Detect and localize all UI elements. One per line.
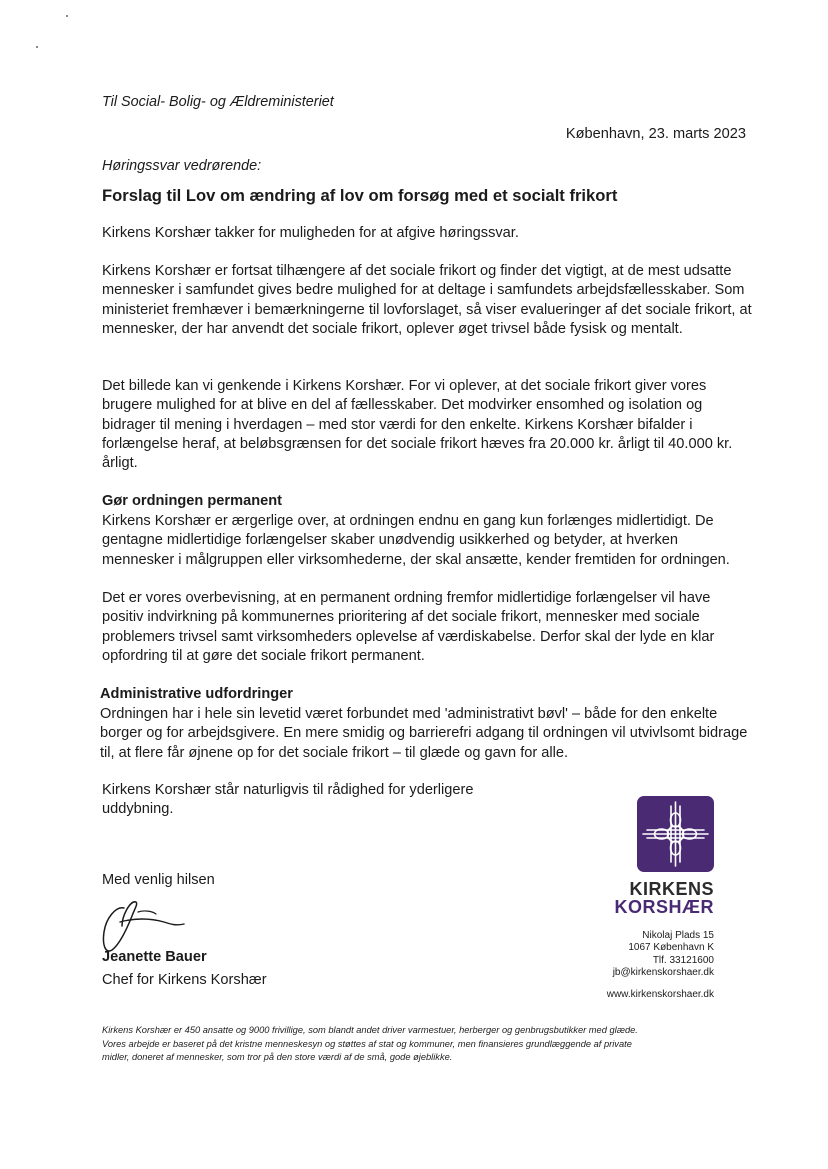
closing-line-2: uddybning. (102, 801, 174, 817)
footer-line-3: midler, doneret af mennesker, som tror på den store værdi af de små, gode øjeblikke. (102, 1052, 453, 1062)
paragraph-support: Kirkens Korshær er fortsat tilhængere af det sociale frikort og finder det vigtigt, at de mest udsatte mennesker i samfundet gives bedre mulighed for at deltage i samfundets arbejdsfællesskaber. Som ministeriet fremhæver i bemærkningerne til lovforslaget, så viser evalueringer af det sociale frikort, at mennesker, der har anvendt det sociale frikort, oplever øget trivsel både fysisk og mentalt. (102, 263, 752, 337)
paragraph-permanent-2: Det er vores overbevisning, at en permanent ordning fremfor midlertidige forlængelser vil have positiv indvirkning på kommunernes prioritering af det sociale frikort, mennesker med sociale problemers trivsel samt virksomheders oplevelse af værdiskabelse. Derfor skal der lyde en klar opfordring til at gøre det sociale frikort permanent. (102, 590, 715, 664)
paragraph-administrative: Ordningen har i hele sin levetid været forbundet med 'administrativt bøvl' – både for den enkelte borger og for arbejdsgivere. En mere smidig og barrierefri adgang til ordningen vil utvivlsomt bidrage til, at flere får øjnene op for det sociale frikort – til glæde og gavn for alle. (100, 706, 748, 761)
signer-name: Jeanette Bauer (102, 949, 207, 965)
footer-line-2: Vores arbejde er baseret på det kristne menneskesyn og støttes af stat og kommuner, men finansieres grundlæggende af private (102, 1038, 632, 1049)
recipient: Til Social- Bolig- og Ældreministeriet (102, 94, 334, 110)
logo-emblem (637, 796, 714, 872)
greeting: Med venlig hilsen (102, 872, 215, 888)
signer-title: Chef for Kirkens Korshær (102, 972, 267, 988)
logo-wordmark-line2: KORSHÆR (614, 897, 714, 917)
paragraph-intro: Kirkens Korshær takker for muligheden for at afgive høringssvar. (102, 225, 519, 241)
contact-city: 1067 København K (628, 942, 714, 954)
contact-street: Nikolaj Plads 15 (642, 930, 714, 941)
contact-block (613, 930, 714, 980)
logo-wordmark-line1: KIRKENS (629, 879, 714, 899)
scan-speck (36, 46, 38, 48)
scan-speck (66, 15, 68, 17)
paragraph-permanent-1: Kirkens Korshær er ærgerlige over, at ordningen endnu en gang kun forlænges midlertidigt. De gentagne midlertidige forlængelser skaber unødvendig usikkerhed og betyder, at hverken mennesker i målgruppen eller virksomhederne, der skal ansætte, kender fremtiden for ordningen. (102, 513, 730, 568)
paragraph-recognition: Det billede kan vi genkende i Kirkens Korshær. For vi oplever, at det sociale frikort giver vores brugere mulighed for at blive en del af fællesskaber. Det modvirker ensomhed og isolation og bidrager til mening i hverdagen – med stor værdi for den enkelte. Kirkens Korshær bifalder i forlængelse heraf, at beløbsgrænsen for det sociale frikort hæves fra 20.000 kr. årligt til 40.000 kr. årligt. (102, 378, 733, 472)
contact-email[interactable]: jb@kirkenskorshaer.dk (612, 967, 714, 979)
cross-flower-icon (637, 796, 714, 872)
footer-note (102, 1024, 742, 1065)
page-title: Forslag til Lov om ændring af lov om forsøg med et socialt frikort (102, 186, 618, 205)
subject-intro: Høringssvar vedrørende: (102, 158, 262, 174)
contact-website[interactable]: www.kirkenskorshaer.dk (606, 989, 714, 1000)
section-heading-administrative: Administrative udfordringer (100, 686, 293, 702)
place-date: København, 23. marts 2023 (565, 126, 746, 142)
contact-phone: Tlf. 33121600 (652, 954, 714, 966)
footer-line-1: Kirkens Korshær er 450 ansatte og 9000 frivillige, som blandt andet driver varmestuer, herberger og genbrugsbutikker med glæde. (102, 1025, 638, 1035)
section-heading-permanent: Gør ordningen permanent (102, 493, 282, 509)
closing-line-1: Kirkens Korshær står naturligvis til rådighed for yderligere (102, 782, 474, 798)
